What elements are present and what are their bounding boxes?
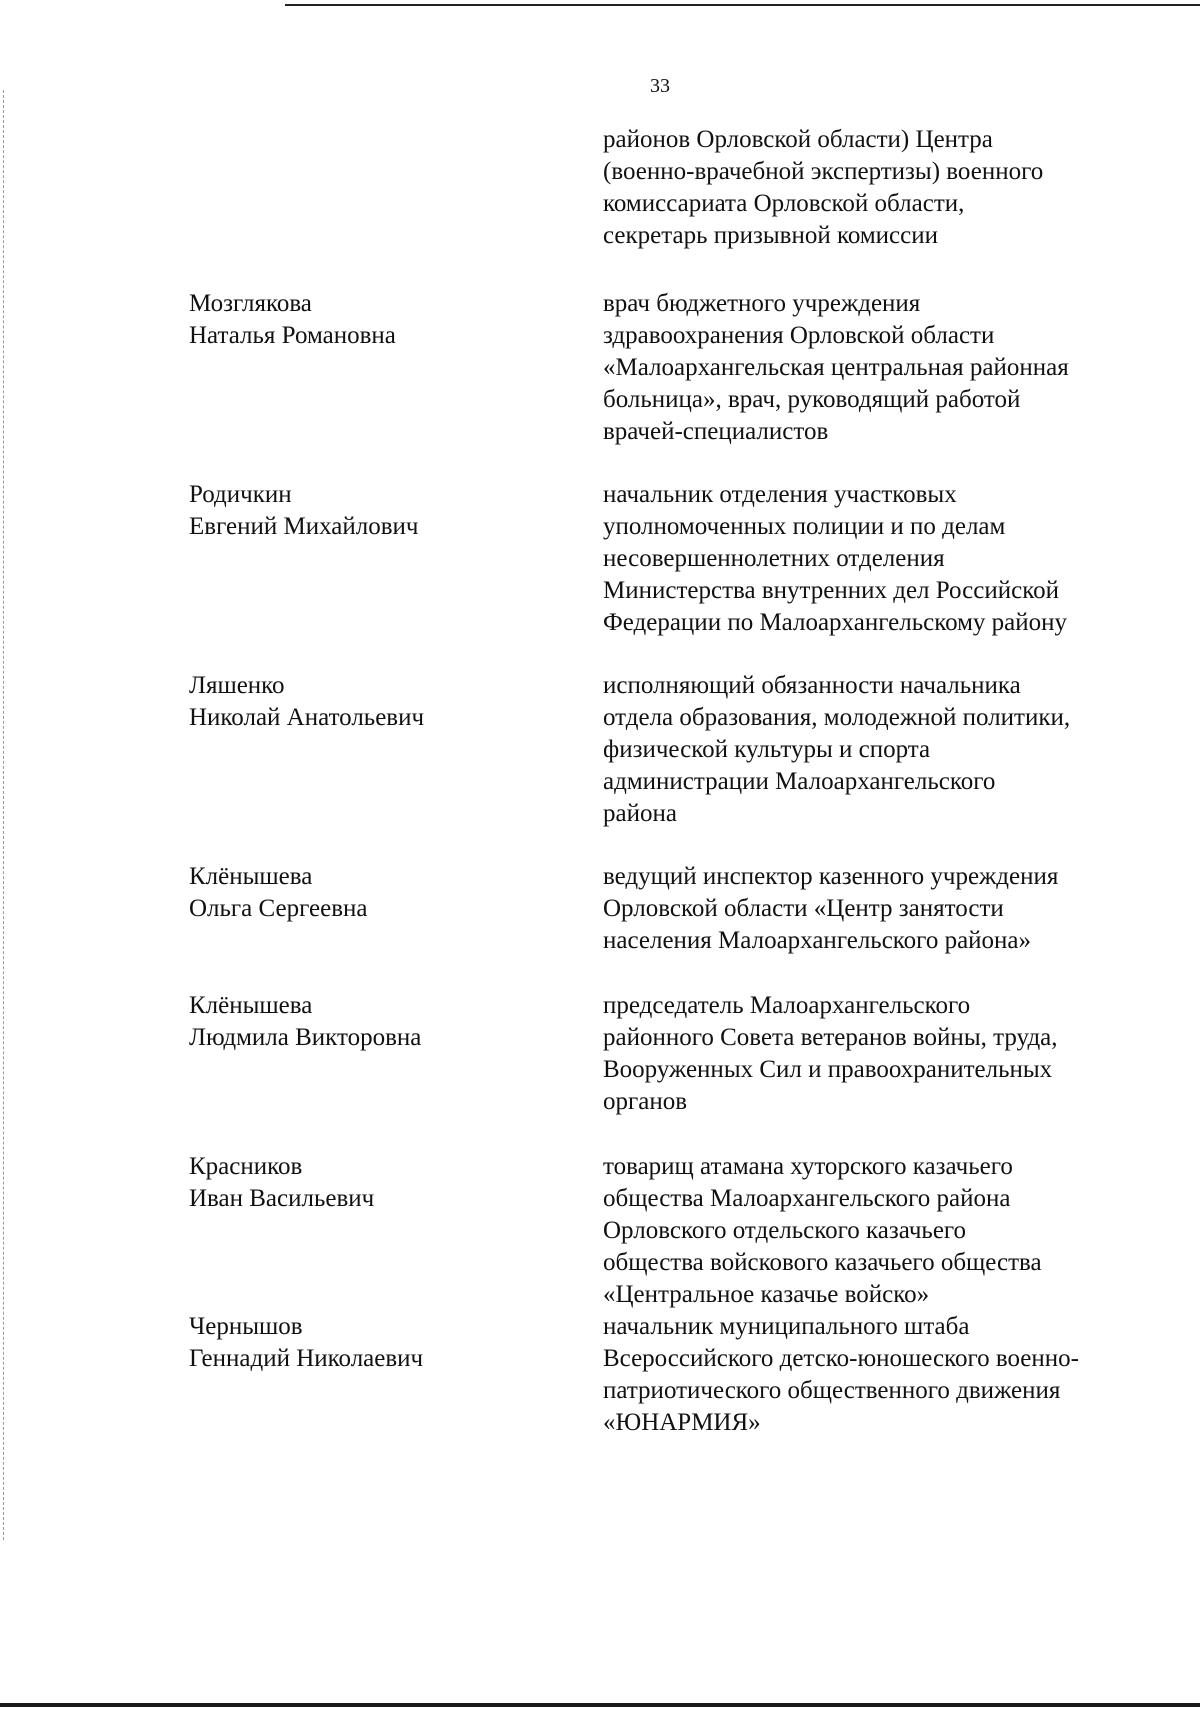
role-line: врач бюджетного учреждения (603, 290, 921, 317)
role-line: Министерства внутренних дел Российской (603, 577, 1059, 604)
member-given-name: Людмила Викторовна (189, 1024, 422, 1051)
intro-line: комиссариата Орловской области, (603, 190, 965, 217)
member-role (603, 1311, 1163, 1439)
member-name (189, 670, 589, 734)
member-given-name: Николай Анатольевич (189, 704, 425, 731)
member-surname: Клёнышева (189, 992, 313, 1019)
role-line: Орловской области «Центр занятости (603, 895, 1004, 922)
member-role (603, 1151, 1163, 1311)
role-line: района (603, 800, 677, 827)
role-line: Орловского отдельского казачьего (603, 1217, 967, 1244)
role-line: «ЮНАРМИЯ» (603, 1409, 761, 1436)
member-surname: Чернышов (189, 1313, 303, 1340)
role-line: исполняющий обязанности начальника (603, 672, 1021, 699)
intro-continuation (603, 124, 1163, 252)
member-surname: Ляшенко (189, 672, 285, 699)
member-given-name: Наталья Романовна (189, 322, 396, 349)
member-role (603, 990, 1163, 1118)
intro-line: (военно-врачебной экспертизы) военного (603, 158, 1044, 185)
member-given-name: Евгений Михайлович (189, 513, 419, 540)
member-surname: Клёнышева (189, 863, 313, 890)
role-line: населения Малоархангельского района» (603, 927, 1032, 954)
member-name (189, 861, 589, 925)
member-role (603, 479, 1163, 639)
member-role (603, 288, 1163, 448)
member-surname: Родичкин (189, 481, 292, 508)
member-name (189, 990, 589, 1054)
role-line: уполномоченных полиции и по делам (603, 513, 1006, 540)
member-given-name: Иван Васильевич (189, 1185, 375, 1212)
role-line: Федерации по Малоархангельскому району (603, 609, 1068, 636)
role-line: администрации Малоархангельского (603, 768, 996, 795)
scan-border-left (3, 90, 5, 1540)
member-name (189, 479, 589, 543)
scan-border-bottom (0, 1703, 1200, 1707)
role-line: общества войскового казачьего общества (603, 1249, 1042, 1276)
role-line: начальник муниципального штаба (603, 1313, 970, 1340)
role-line: Всероссийского детско-юношеского военно- (603, 1345, 1079, 1372)
role-line: Вооруженных Сил и правоохранительных (603, 1056, 1053, 1083)
role-line: органов (603, 1088, 688, 1115)
member-given-name: Ольга Сергеевна (189, 895, 368, 922)
member-given-name: Геннадий Николаевич (189, 1345, 424, 1372)
role-line: здравоохранения Орловской области (603, 322, 995, 349)
role-line: начальник отделения участковых (603, 481, 957, 508)
role-line: товарищ атамана хуторского казачьего (603, 1153, 1013, 1180)
role-line: отдела образования, молодежной политики, (603, 704, 1071, 731)
member-name (189, 1151, 589, 1215)
intro-line: районов Орловской области) Центра (603, 126, 993, 153)
page-number: 33 (650, 75, 670, 97)
intro-line: секретарь призывной комиссии (603, 222, 939, 249)
scan-border-top (285, 4, 1200, 6)
member-surname: Мозглякова (189, 290, 312, 317)
role-line: «Центральное казачье войско» (603, 1281, 930, 1308)
role-line: ведущий инспектор казенного учреждения (603, 863, 1059, 890)
member-surname: Красников (189, 1153, 303, 1180)
member-name (189, 288, 589, 352)
member-role (603, 670, 1163, 830)
role-line: несовершеннолетних отделения (603, 545, 945, 572)
role-line: врачей-специалистов (603, 418, 829, 445)
role-line: больница», врач, руководящий работой (603, 386, 1021, 413)
role-line: районного Совета ветеранов войны, труда, (603, 1024, 1058, 1051)
member-name (189, 1311, 589, 1375)
role-line: патриотического общественного движения (603, 1377, 1061, 1404)
member-role (603, 861, 1163, 957)
role-line: общества Малоархангельского района (603, 1185, 1011, 1212)
role-line: председатель Малоархангельского (603, 992, 971, 1019)
role-line: физической культуры и спорта (603, 736, 931, 763)
role-line: «Малоархангельская центральная районная (603, 354, 1069, 381)
